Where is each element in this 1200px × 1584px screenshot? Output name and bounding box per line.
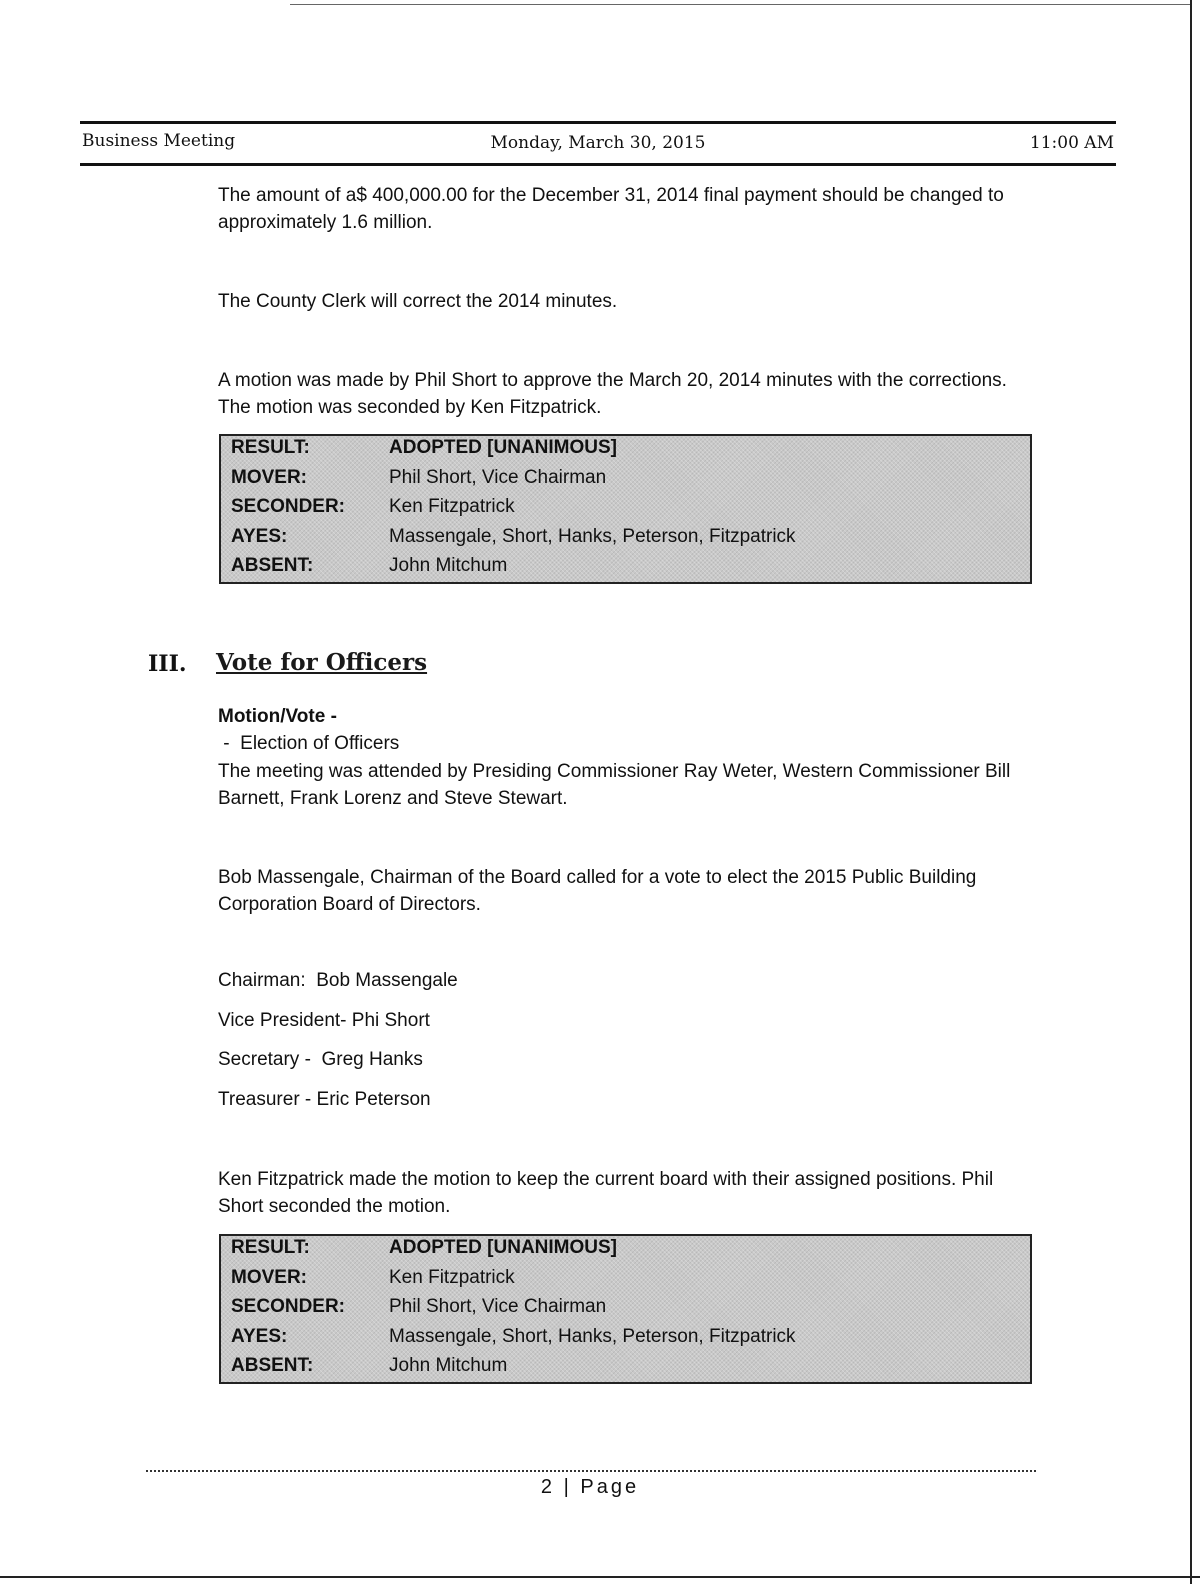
- officer-treasurer: Treasurer - Eric Peterson: [218, 1089, 431, 1110]
- header-date: Monday, March 30, 2015: [490, 133, 706, 153]
- vote-value: Phil Short, Vice Chairman: [389, 1296, 607, 1317]
- section-number: III.: [148, 651, 187, 677]
- vote-row-seconder: [231, 1296, 1021, 1326]
- paragraph-attendance: The meeting was attended by Presiding Commissioner Ray Weter, Western Commissioner Bill Barnett, Frank Lorenz and Steve Stewart.: [218, 761, 1011, 809]
- vote-row-absent: [231, 555, 1021, 585]
- scan-artifact-right-edge: [1190, 0, 1192, 1584]
- vote-value: ADOPTED [UNANIMOUS]: [389, 1237, 617, 1258]
- scan-artifact-bottom-edge: [0, 1576, 1200, 1578]
- paragraph-vote-call: Bob Massengale, Chairman of the Board called for a vote to elect the 2015 Public Building Corporation Board of Directors.: [218, 867, 977, 915]
- officer-secretary: Secretary - Greg Hanks: [218, 1049, 423, 1070]
- vote-value: Phil Short, Vice Chairman: [389, 467, 607, 488]
- vote-label: AYES:: [231, 1326, 288, 1347]
- vote-value: Massengale, Short, Hanks, Peterson, Fitzpatrick: [389, 526, 796, 547]
- header-rule-top: [80, 121, 1116, 124]
- section-title: Vote for Officers: [216, 649, 428, 676]
- vote-value: Massengale, Short, Hanks, Peterson, Fitzpatrick: [389, 1326, 796, 1347]
- header-time: 11:00 AM: [1029, 133, 1114, 153]
- vote-label: ABSENT:: [231, 555, 314, 576]
- motion-vote-item: - Election of Officers: [218, 733, 400, 754]
- page-number: 2 | Page: [540, 1476, 640, 1498]
- vote-label: RESULT:: [231, 437, 310, 458]
- vote-row-ayes: [231, 526, 1021, 556]
- vote-row-ayes: [231, 1326, 1021, 1356]
- vote-row-result: [231, 1237, 1021, 1267]
- vote-value: John Mitchum: [389, 555, 508, 576]
- vote-value: John Mitchum: [389, 1355, 508, 1376]
- vote-row-seconder: [231, 496, 1021, 526]
- vote-value: Ken Fitzpatrick: [389, 1267, 515, 1288]
- vote-value: ADOPTED [UNANIMOUS]: [389, 437, 617, 458]
- footer-rule: [146, 1470, 1036, 1472]
- vote-row-absent: [231, 1355, 1021, 1385]
- paragraph-final-payment: The amount of a$ 400,000.00 for the December 31, 2014 final payment should be changed to approximately 1.6 million.: [218, 185, 1004, 233]
- vote-label: SECONDER:: [231, 1296, 346, 1317]
- page-header: [80, 131, 1116, 157]
- header-meeting-type: Business Meeting: [82, 131, 236, 151]
- header-rule-bottom: [80, 163, 1116, 166]
- vote-row-result: [231, 437, 1021, 467]
- vote-label: AYES:: [231, 526, 288, 547]
- motion-vote-label: Motion/Vote -: [218, 706, 337, 727]
- officer-chairman: Chairman: Bob Massengale: [218, 970, 458, 991]
- scan-artifact-top-line: [290, 4, 1190, 5]
- vote-row-mover: [231, 1267, 1021, 1297]
- vote-result-table-minutes: [219, 434, 1032, 584]
- vote-label: SECONDER:: [231, 496, 346, 517]
- vote-row-mover: [231, 467, 1021, 497]
- paragraph-minutes-motion: A motion was made by Phil Short to approve the March 20, 2014 minutes with the corrections. The motion was seconded by Ken Fitzpatrick.: [218, 370, 1007, 418]
- vote-value: Ken Fitzpatrick: [389, 496, 515, 517]
- vote-result-table-officers: [219, 1234, 1032, 1384]
- vote-label: ABSENT:: [231, 1355, 314, 1376]
- paragraph-clerk-correction: The County Clerk will correct the 2014 minutes.: [218, 291, 618, 312]
- vote-label: MOVER:: [231, 467, 307, 488]
- paragraph-board-motion: Ken Fitzpatrick made the motion to keep the current board with their assigned positions. Phil Short seconded the motion.: [218, 1169, 994, 1217]
- officer-vice-president: Vice President- Phi Short: [218, 1010, 430, 1031]
- vote-label: RESULT:: [231, 1237, 310, 1258]
- vote-label: MOVER:: [231, 1267, 307, 1288]
